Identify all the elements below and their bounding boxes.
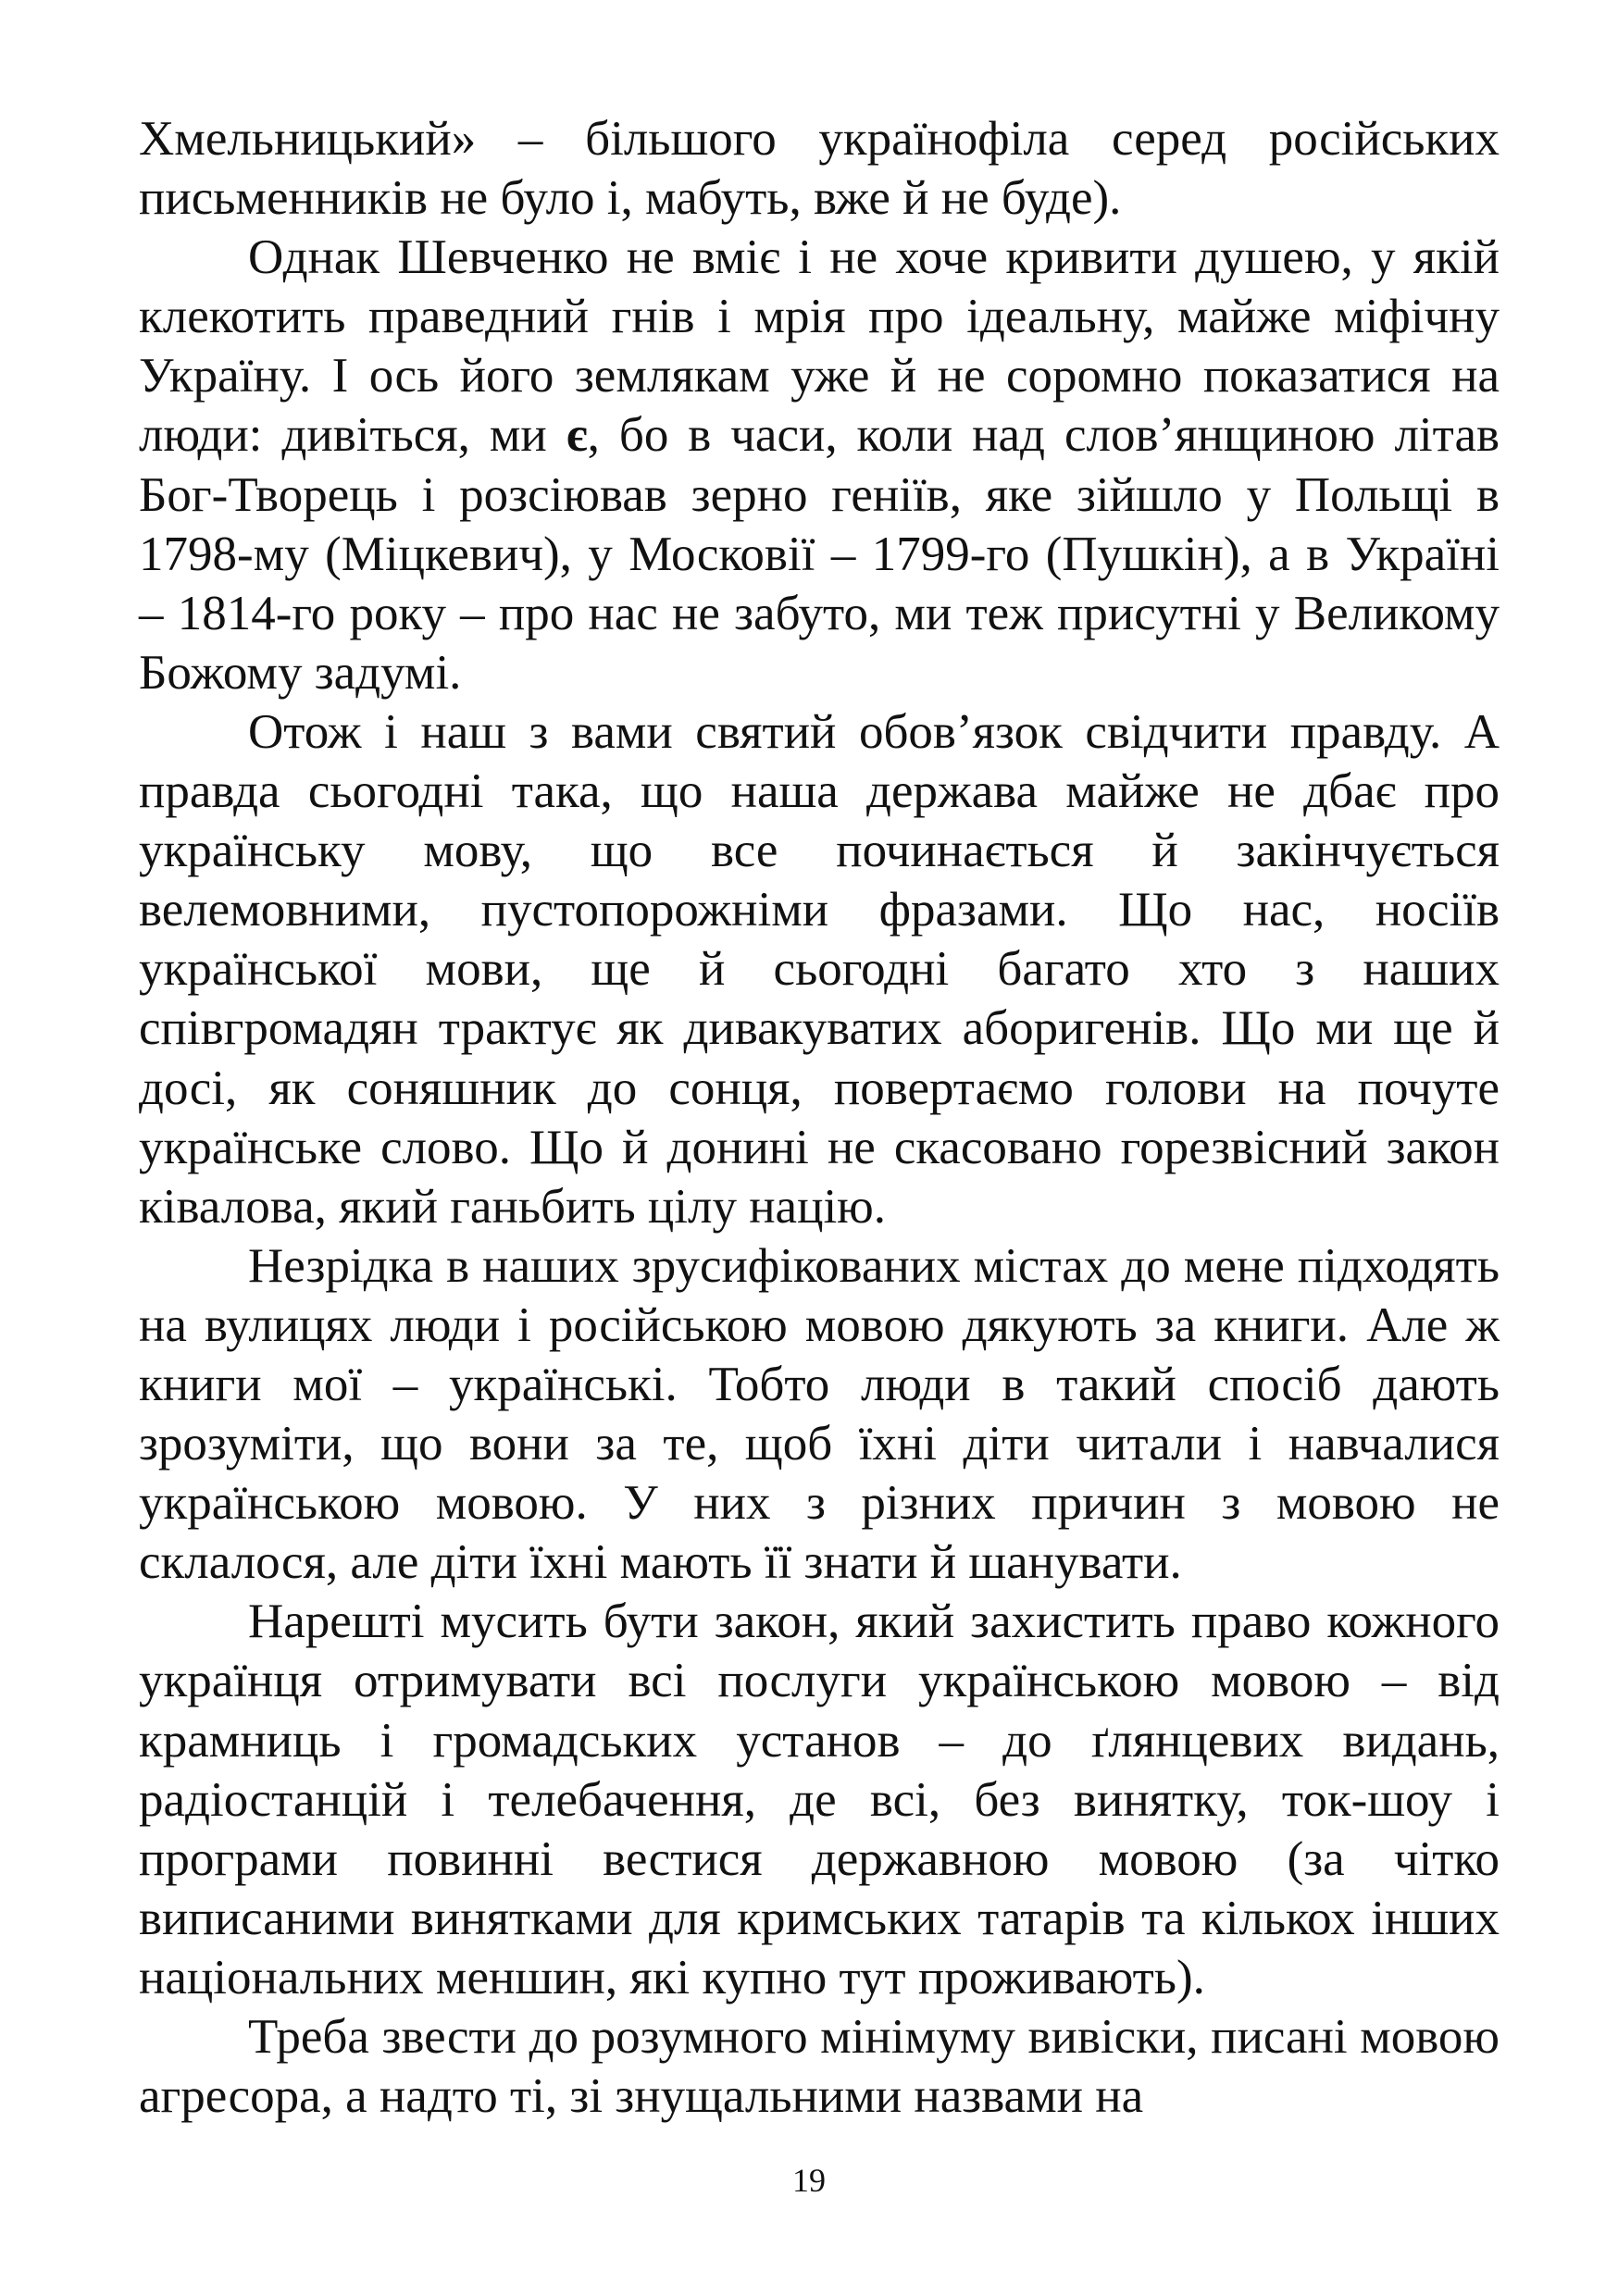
paragraph-continuation: Хмельницький» – більшого українофіла серед російських письменників не було і, мабуть, вже й не буде). xyxy=(139,112,1500,226)
paragraph-duty: Отож і наш з вами святий обов’язок свідчити правду. А правда сьогодні така, що наша держава майже не дбає про українську мову, що все починається й закінчується велемовними, пустопорожніми фразами. Що нас, носіїв української мови, ще й сьогодні багато хто з наших співгромадян трактує як дивакуватих аборигенів. Що ми ще й досі, як соняшник до сонця, повертаємо голови на почуте українське слово. Що й донині не скасовано горезвісний закон ківалова, який ганьбить цілу націю. xyxy=(139,704,1500,1234)
body-text xyxy=(139,109,1500,2126)
paragraph-cities: Незрідка в наших зрусифікованих містах до мене підходять на вулицях люди і російською мовою дякують за книги. Але ж книги мої – українські. Тобто люди в такий спосіб дають зрозуміти, що вони за те, щоб їхні діти читали і навчалися українською мовою. У них з різних причин з мовою не склалося, але діти їхні мають її знати й шанувати. xyxy=(139,1238,1500,1590)
paragraph-text-before-emphasis: Однак Шевченко не вміє і не хоче кривити душею, у якій клекотить праведний гнів і мрія про ідеальну, майже міфічну Україну. І ось його землякам уже й не соромно показатися на люди: дивіться, ми xyxy=(139,230,1500,463)
paragraph-shevchenko xyxy=(139,228,1500,702)
page-number: 19 xyxy=(792,2162,826,2199)
paragraph-law: Нарешті мусить бути закон, який захистить право кожного українця отримувати всі послуги українською мовою – від крамниць і громадських установ – до ґлянцевих видань, радіостанцій і телебачення, де всі, без винятку, ток-шоу і програми повинні вестися державною мовою (за чітко виписаними винятками для кримських татарів та кількох інших національних меншин, які купно тут проживають). xyxy=(139,1595,1500,2004)
emphasis-word: є xyxy=(566,408,588,463)
paragraph-text-after-emphasis: , бо в часи, коли над слов’янщиною літав Бог-Творець і розсіював зерно геніїв, яке зійшло у Польщі в 1798-му (Міцкевич), у Московії – 1799-го (Пушкін), а в Україні – 1814-го року – про нас не забуто, ми теж присутні у Великому Божому задумі. xyxy=(139,408,1500,700)
paragraph-signs: Треба звести до розумного мінімуму вивіски, писані мовою агресора, а надто ті, зі знущальними назвами на xyxy=(139,2010,1500,2124)
